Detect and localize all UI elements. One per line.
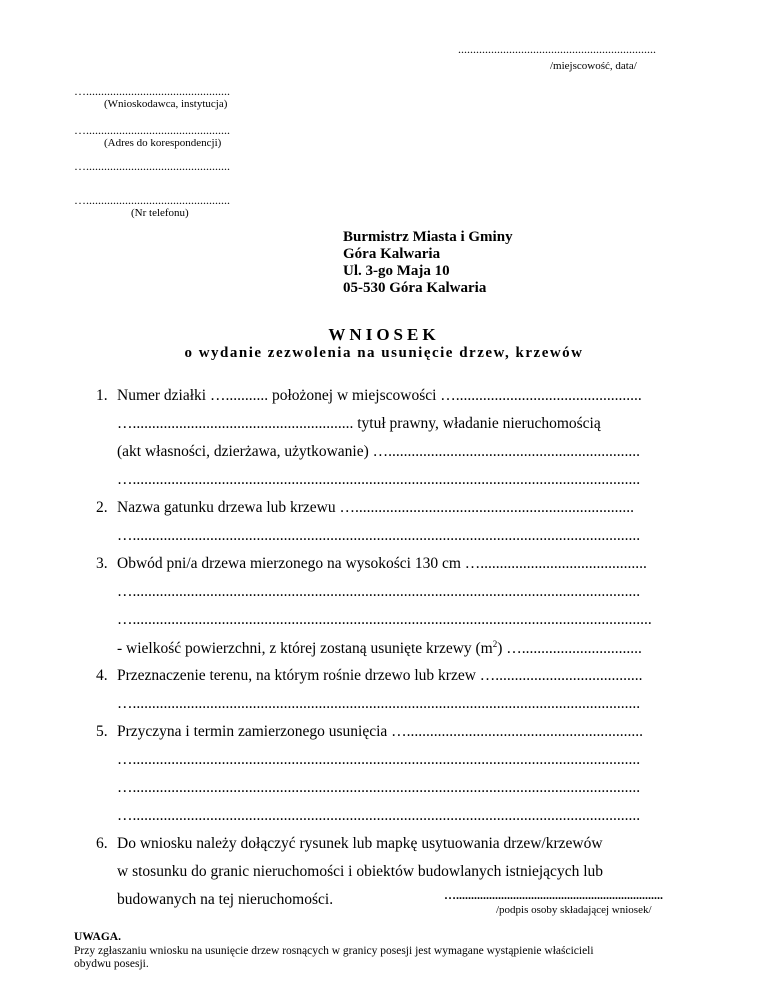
signature-field[interactable]: …..................................................................... xyxy=(444,888,663,902)
item-number-6: 6. xyxy=(96,835,108,852)
item-number-4: 4. xyxy=(96,667,108,684)
item-2-line-2[interactable]: …................................................................................................................................... xyxy=(117,527,641,544)
item-number-1: 1. xyxy=(96,387,108,404)
place-date-field[interactable]: .................................................................. xyxy=(458,42,656,56)
signature-label: /podpis osoby składającej wniosek/ xyxy=(496,904,652,916)
document-title: WNIOSEK xyxy=(328,325,440,344)
item-1-line-1[interactable]: Numer działki …........... położonej w miejscowości …................................................ xyxy=(117,387,642,404)
document-subtitle: o wydanie zezwolenia na usunięcie drzew, krzewów xyxy=(184,345,584,361)
recipient-line-1: Burmistrz Miasta i Gminy xyxy=(343,229,513,245)
item-number-3: 3. xyxy=(96,555,108,572)
item-1-line-4[interactable]: …................................................................................................................................... xyxy=(117,471,641,488)
phone-field[interactable]: …................................................ xyxy=(74,193,230,207)
address-field-2[interactable]: …................................................ xyxy=(74,159,230,173)
note-line-2: obydwu posesji. xyxy=(74,958,149,970)
item-5-line-4[interactable]: …................................................................................................................................... xyxy=(117,807,641,824)
item-6-line-3: budowanych na tej nieruchomości. xyxy=(117,891,334,908)
item-4-line-2[interactable]: …................................................................................................................................... xyxy=(117,695,641,712)
address-field[interactable]: …................................................ xyxy=(74,123,230,137)
phone-label: (Nr telefonu) xyxy=(131,207,189,219)
recipient-line-2: Góra Kalwaria xyxy=(343,246,441,262)
recipient-line-4: 05-530 Góra Kalwaria xyxy=(343,280,487,296)
recipient-line-3: Ul. 3-go Maja 10 xyxy=(343,263,450,279)
item-number-5: 5. xyxy=(96,723,108,740)
item-3-line-1[interactable]: Obwód pni/a drzewa mierzonego na wysokości 130 cm …........................................... xyxy=(117,555,647,572)
item-6-line-2: w stosunku do granic nieruchomości i obiektów budowlanych istniejących lub xyxy=(117,863,604,880)
item-5-line-1[interactable]: Przyczyna i termin zamierzonego usunięcia …............................................................. xyxy=(117,723,644,740)
item-3-area-field[interactable]: ) …............................... xyxy=(497,640,642,658)
item-6-line-1: Do wniosku należy dołączyć rysunek lub mapkę usytuowania drzew/krzewów xyxy=(117,835,603,852)
address-label: (Adres do korespondencji) xyxy=(104,137,222,149)
note-line-1: Przy zgłaszaniu wniosku na usunięcie drzew rosnących w granicy posesji jest wymagane wystąpienie właścicieli xyxy=(74,945,594,957)
applicant-name-label: (Wnioskodawca, instytucja) xyxy=(104,98,228,110)
item-2-line-1[interactable]: Nazwa gatunku drzewa lub krzewu …........................................................................ xyxy=(117,499,635,516)
item-1-line-2[interactable]: …......................................................... tytuł prawny, władanie nieruchomością xyxy=(117,415,601,432)
item-1-line-3[interactable]: (akt własności, dzierżawa, użytkowanie) …................................................................. xyxy=(117,443,641,460)
item-3-line-2[interactable]: …................................................................................................................................... xyxy=(117,583,641,600)
item-4-line-1[interactable]: Przeznaczenie terenu, na którym rośnie drzewo lub krzew …...................................... xyxy=(117,667,643,684)
applicant-name-field[interactable]: …................................................ xyxy=(74,84,230,98)
item-3-area-text: - wielkość powierzchni, z której zostaną usunięte krzewy (m xyxy=(117,640,493,658)
note-heading: UWAGA. xyxy=(74,931,121,943)
item-3-line-3[interactable]: …...................................................................................................................................... xyxy=(117,611,652,628)
item-5-line-3[interactable]: …................................................................................................................................... xyxy=(117,779,641,796)
item-3-line-4[interactable] xyxy=(117,639,642,658)
item-number-2: 2. xyxy=(96,499,108,516)
item-5-line-2[interactable]: …................................................................................................................................... xyxy=(117,751,641,768)
item-3-area-superscript: 2 xyxy=(492,639,498,649)
place-date-label: /miejscowość, data/ xyxy=(550,60,637,72)
